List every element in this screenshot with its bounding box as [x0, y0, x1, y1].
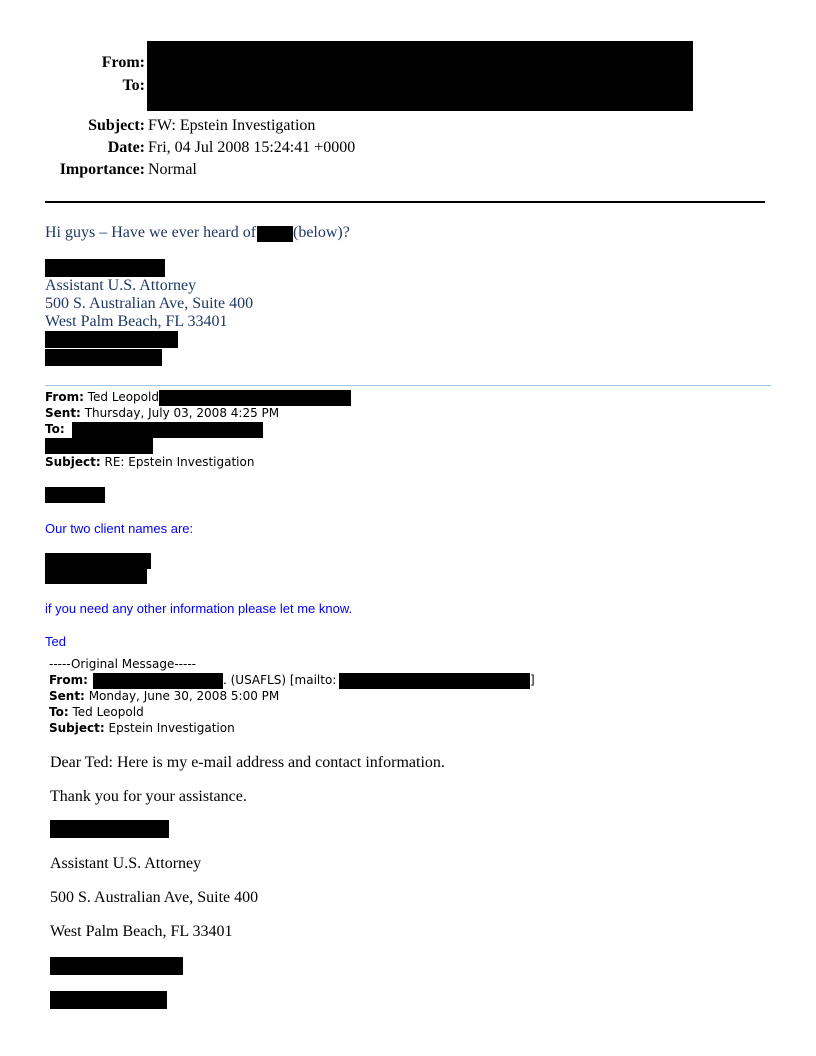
subject-label: Subject:	[88, 117, 145, 134]
original-from-line	[49, 673, 88, 687]
forwarded-subject-line	[45, 455, 254, 469]
header-divider	[45, 201, 765, 203]
date-value: Fri, 04 Jul 2008 15:24:41 +0000	[148, 139, 356, 156]
forwarded-sent-label: Sent:	[45, 406, 81, 420]
original-signature-title: Assistant U.S. Attorney	[50, 855, 202, 872]
redaction-block	[93, 673, 223, 689]
redaction-block	[72, 422, 263, 438]
forwarded-sign-off: Ted	[45, 634, 66, 649]
original-subject-label: Subject:	[49, 721, 105, 735]
original-signature-address-line2: West Palm Beach, FL 33401	[50, 923, 233, 940]
importance-label: Importance:	[59, 161, 145, 178]
original-signature-address-line1: 500 S. Australian Ave, Suite 400	[50, 889, 259, 906]
original-from-suffix: . (USAFLS) [mailto:	[223, 673, 337, 687]
original-body-line2: Thank you for your assistance.	[50, 788, 247, 805]
redaction-block	[45, 487, 105, 503]
redaction-block	[45, 349, 162, 366]
original-subject-value: Epstein Investigation	[108, 721, 235, 735]
redaction-block	[45, 569, 147, 584]
original-sent-label: Sent:	[49, 689, 85, 703]
forwarded-from-label: From:	[45, 390, 84, 404]
original-from-close: ]	[530, 673, 535, 687]
original-to-label: To:	[49, 705, 69, 719]
redaction-block	[45, 331, 178, 348]
original-from-label: From:	[49, 673, 88, 687]
from-label: From:	[101, 54, 145, 71]
forwarded-to-line	[45, 422, 65, 436]
redaction-block	[50, 957, 183, 975]
original-subject-line	[49, 721, 235, 735]
redaction-block	[45, 438, 153, 454]
forward-divider	[45, 385, 771, 386]
original-sent-value: Monday, June 30, 2008 5:00 PM	[88, 689, 280, 703]
redaction-block	[159, 390, 351, 406]
redaction-block	[257, 226, 293, 242]
forwarded-subject-label: Subject:	[45, 455, 101, 469]
signature-address-line1: 500 S. Australian Ave, Suite 400	[45, 295, 254, 312]
importance-value: Normal	[148, 161, 197, 178]
original-body-line1: Dear Ted: Here is my e-mail address and contact information.	[50, 754, 445, 771]
forwarded-sent-line	[45, 406, 279, 420]
forwarded-sent-value: Thursday, July 03, 2008 4:25 PM	[84, 406, 280, 420]
to-label: To:	[122, 77, 145, 94]
forwarded-from-line	[45, 390, 159, 404]
signature-address-line2: West Palm Beach, FL 33401	[45, 313, 228, 330]
original-message-divider: -----Original Message-----	[49, 657, 196, 671]
date-label: Date:	[107, 139, 145, 156]
redaction-block	[50, 991, 167, 1009]
forwarded-subject-value: RE: Epstein Investigation	[104, 455, 255, 469]
redaction-block	[339, 673, 530, 689]
original-sent-line	[49, 689, 279, 703]
redaction-block	[50, 820, 169, 838]
redaction-block	[45, 553, 151, 569]
redaction-block	[147, 41, 693, 111]
original-to-value: Ted Leopold	[72, 705, 144, 719]
greeting-prefix: Hi guys – Have we ever heard of	[45, 224, 257, 241]
forwarded-body-line2: if you need any other information please let me know.	[45, 601, 353, 616]
original-to-line	[49, 705, 144, 719]
forwarded-from-value: Ted Leopold	[87, 390, 159, 404]
forwarded-body-line1: Our two client names are:	[45, 521, 194, 536]
signature-title: Assistant U.S. Attorney	[45, 277, 197, 294]
redaction-block	[45, 259, 165, 277]
greeting-suffix: (below)?	[293, 224, 350, 241]
forwarded-to-label: To:	[45, 422, 65, 436]
subject-value: FW: Epstein Investigation	[148, 117, 316, 134]
